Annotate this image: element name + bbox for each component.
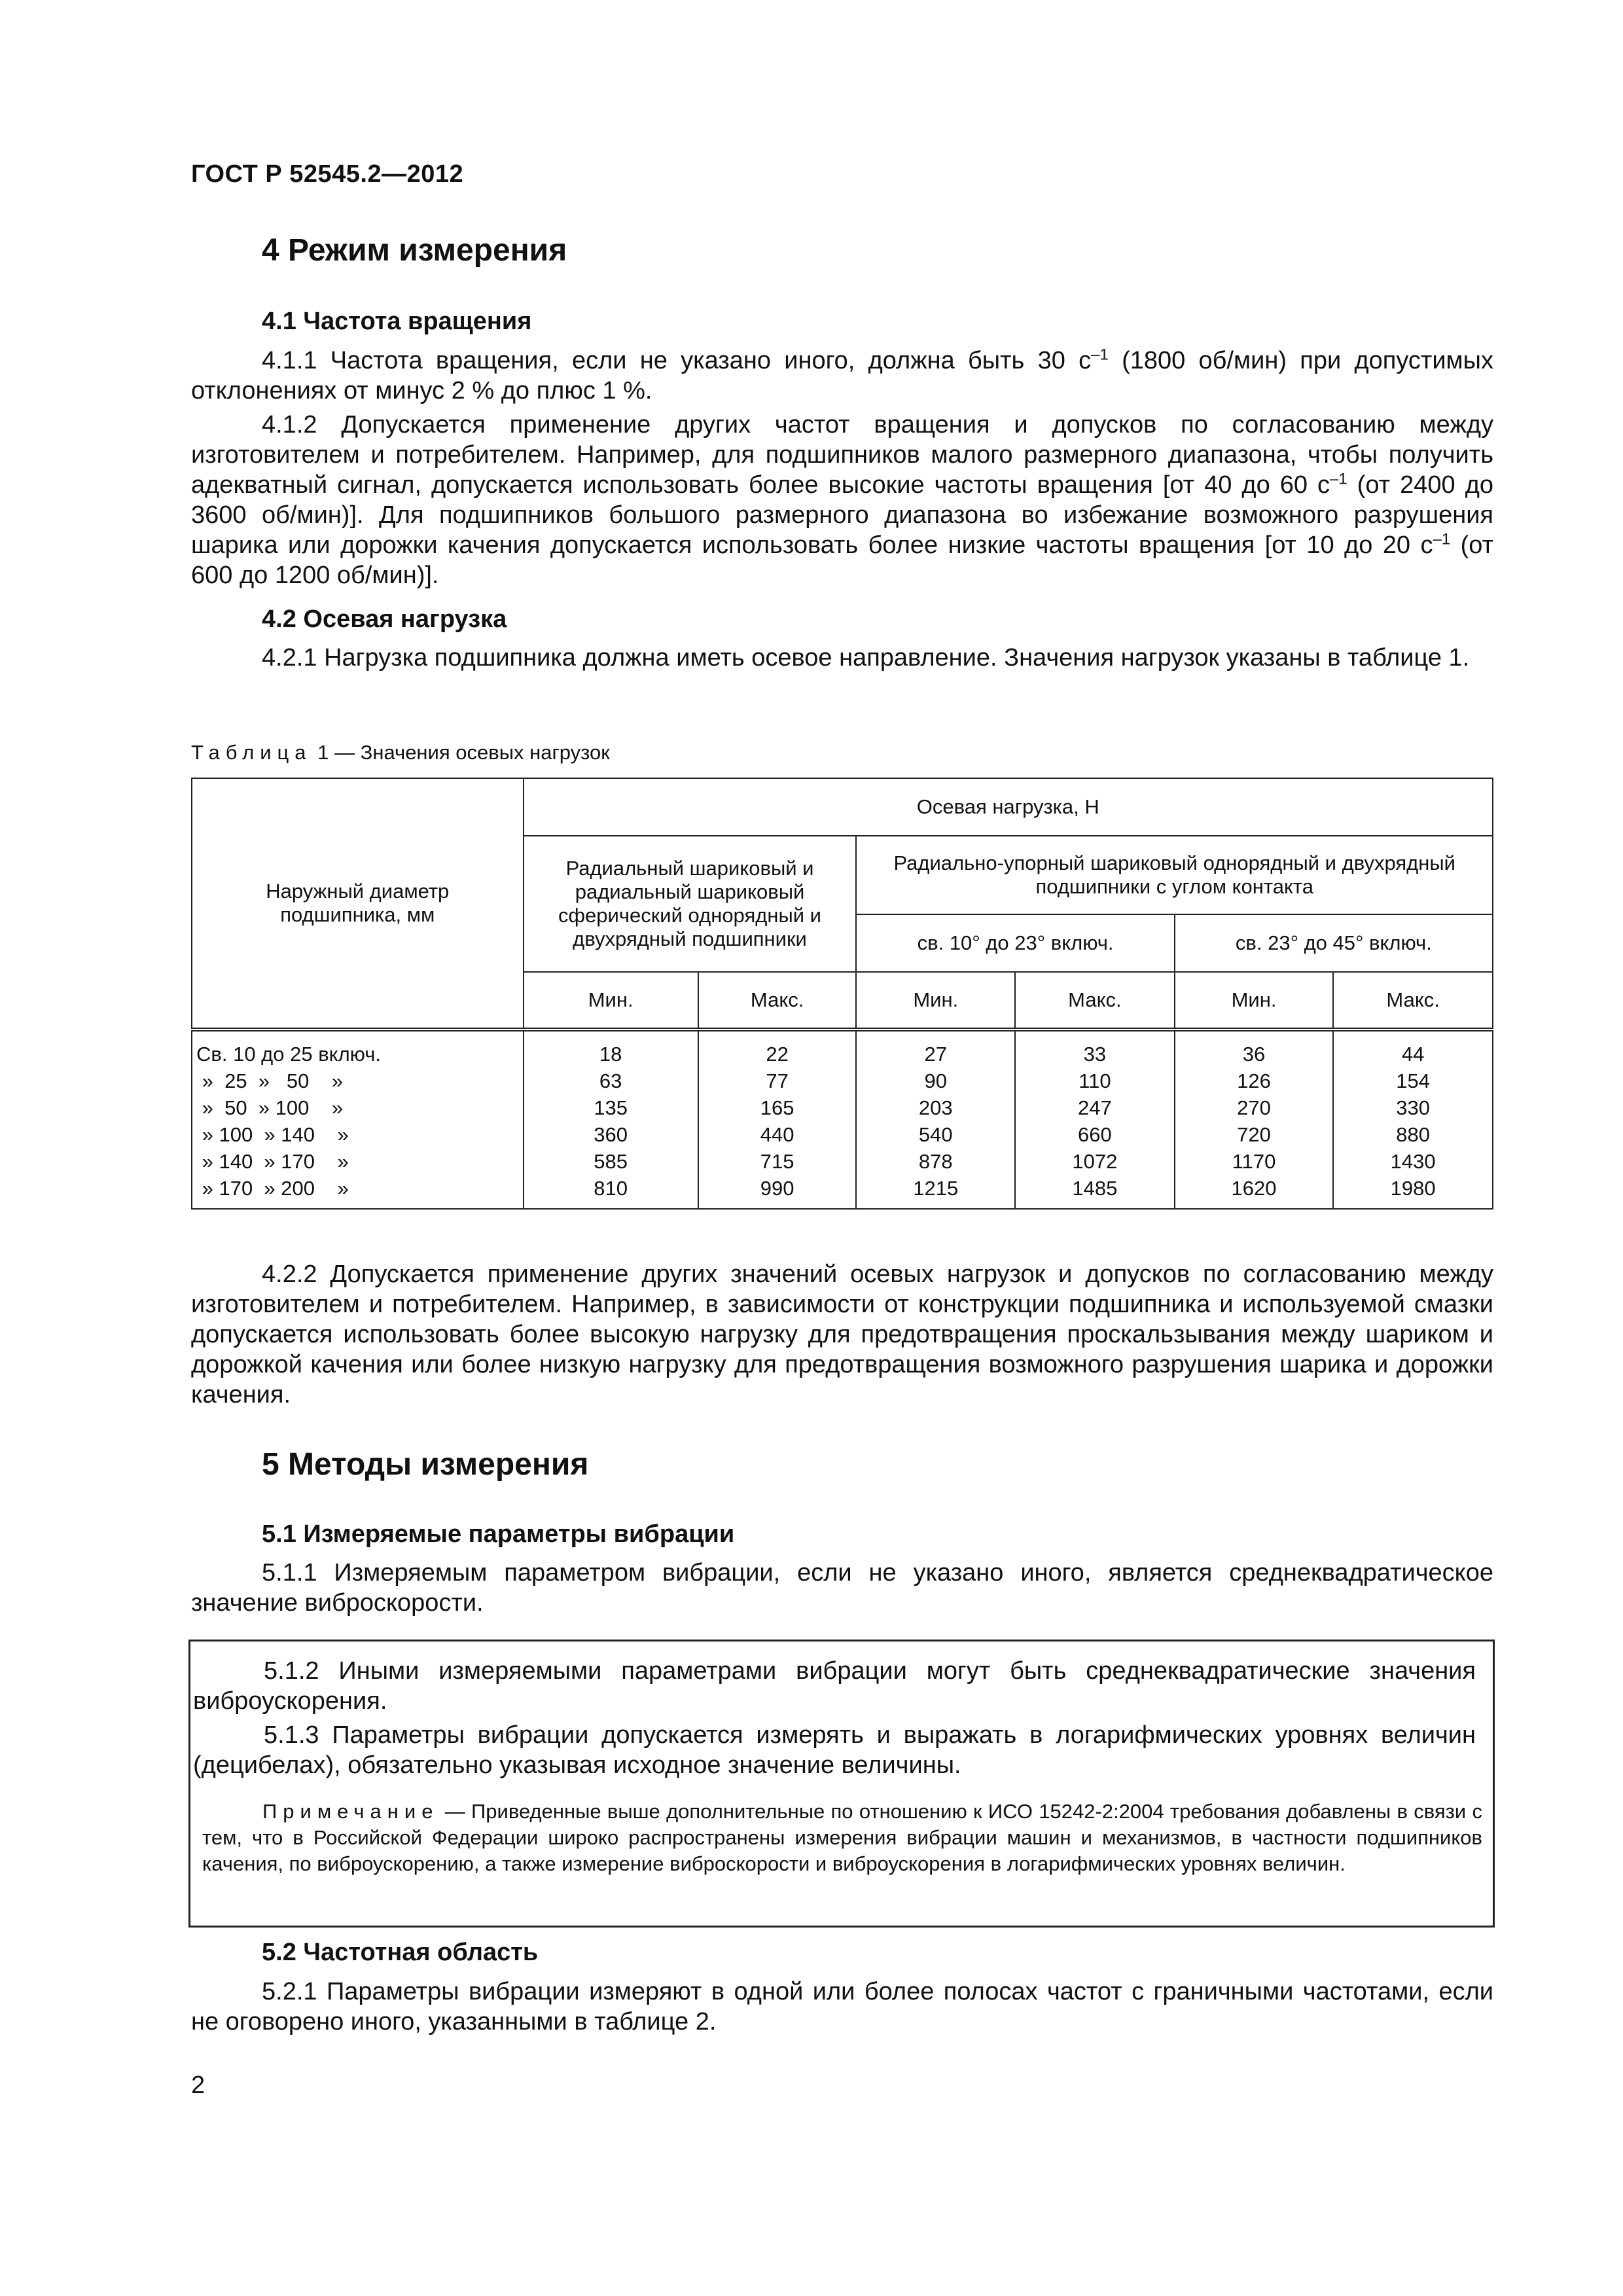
value-cell: 27 — [856, 1030, 1015, 1067]
min-header: Мин. — [1175, 972, 1334, 1030]
diameter-cell: » 25 » 50 » — [192, 1067, 524, 1094]
paragraph-4-2-1: 4.2.1 Нагрузка подшипника должна иметь осевое направление. Значения нагрузок указаны в таблице 1. — [262, 644, 1470, 672]
value-cell: 878 — [856, 1148, 1015, 1175]
value-cell: 715 — [698, 1148, 857, 1175]
value-cell: 360 — [524, 1121, 698, 1148]
angle-10-23-header: св. 10° до 23° включ. — [856, 914, 1174, 972]
diameter-cell: » 170 » 200 » — [192, 1175, 524, 1209]
value-cell: 810 — [524, 1175, 698, 1209]
diameter-cell: Св. 10 до 25 включ. — [192, 1030, 524, 1067]
value-cell: 33 — [1015, 1030, 1175, 1067]
table-row — [192, 1121, 1493, 1148]
paragraph-5-2-1: 5.2.1 Параметры вибрации измеряют в одной или более полосах частот с граничными частотами, если не оговорено иного, указанными в таблице 2. — [191, 1978, 1493, 2036]
value-cell: 18 — [524, 1030, 698, 1067]
value-cell: 660 — [1015, 1121, 1175, 1148]
standard-header: ГОСТ Р 52545.2—2012 — [191, 160, 464, 188]
table-row — [192, 1067, 1493, 1094]
paragraph-5-1-3: 5.1.3 Параметры вибрации допускается измерять и выражать в логарифмических уровнях величин (децибелах), обязательно указывая исходное значение величины. — [193, 1721, 1476, 1779]
value-cell: 1485 — [1015, 1175, 1175, 1209]
value-cell: 247 — [1015, 1094, 1175, 1121]
table-row — [192, 1030, 1493, 1067]
section-5-2-title: 5.2 Частотная область — [262, 1939, 539, 1966]
paragraph-5-1-2: 5.1.2 Иными измеряемыми параметрами вибрации могут быть среднеквадратические значения виброускорения. — [193, 1657, 1476, 1715]
value-cell: 1215 — [856, 1175, 1015, 1209]
section-5-title: 5 Методы измерения — [262, 1447, 589, 1482]
value-cell: 77 — [698, 1067, 857, 1094]
value-cell: 330 — [1333, 1094, 1493, 1121]
value-cell: 440 — [698, 1121, 857, 1148]
table-1-caption: Таблица 1 — Значения осевых нагрузок — [191, 741, 610, 764]
min-header: Мин. — [856, 972, 1015, 1030]
note: Примечание — Приведенные выше дополнительные по отношению к ИСО 15242-2:2004 требования добавлены в связи с тем, что в Российской Федерации широко распространены измерения вибрации машин и механизмов, в частности подшипников качения, по виброускорению, а также измерение виброскорости и виброускорения в логарифмических уровнях величин. — [202, 1800, 1482, 1875]
value-cell: 165 — [698, 1094, 857, 1121]
value-cell: 1620 — [1175, 1175, 1334, 1209]
value-cell: 1072 — [1015, 1148, 1175, 1175]
value-cell: 126 — [1175, 1067, 1334, 1094]
value-cell: 203 — [856, 1094, 1015, 1121]
max-header: Макс. — [1333, 972, 1493, 1030]
table-row — [192, 1175, 1493, 1209]
section-5-1-title: 5.1 Измеряемые параметры вибрации — [262, 1520, 735, 1548]
value-cell: 540 — [856, 1121, 1015, 1148]
table-row — [192, 1148, 1493, 1175]
diameter-header: Наружный диаметр подшипника, мм — [192, 778, 524, 1030]
axial-load-table — [191, 778, 1493, 1210]
value-cell: 1170 — [1175, 1148, 1334, 1175]
value-cell: 990 — [698, 1175, 857, 1209]
max-header: Макс. — [698, 972, 857, 1030]
angle-23-45-header: св. 23° до 45° включ. — [1175, 914, 1493, 972]
russian-addition-box — [188, 1640, 1495, 1928]
value-cell: 36 — [1175, 1030, 1334, 1067]
value-cell: 63 — [524, 1067, 698, 1094]
value-cell: 110 — [1015, 1067, 1175, 1094]
table-body — [192, 1030, 1493, 1209]
paragraph-4-1-1: 4.1.1 Частота вращения, если не указано иного, должна быть 30 $с^{-1}$ (1800 об/мин) при допустимых отклонениях от минус 2 % до плюс 1 %. — [191, 346, 1493, 404]
value-cell: 880 — [1333, 1121, 1493, 1148]
section-4-2-title: 4.2 Осевая нагрузка — [262, 605, 507, 633]
value-cell: 154 — [1333, 1067, 1493, 1094]
angular-bearing-header: Радиально-упорный шариковый однорядный и двухрядный подшипники с углом контакта — [856, 836, 1493, 914]
paragraph-4-2-2: 4.2.2 Допускается применение других значений осевых нагрузок и допусков по согласованию между изготовителем и потребителем. Например, в зависимости от конструкции подшипника и используемой смазки допускается использовать более высокую нагрузку для предотвращения проскальзывания между шариком и дорожкой качения или более низкую нагрузку для предотвращения возможного разрушения шарика и дорожки качения. — [191, 1261, 1493, 1408]
min-header: Мин. — [524, 972, 698, 1030]
value-cell: 270 — [1175, 1094, 1334, 1121]
max-header: Макс. — [1015, 972, 1175, 1030]
value-cell: 1430 — [1333, 1148, 1493, 1175]
diameter-cell: » 50 » 100 » — [192, 1094, 524, 1121]
section-4-title: 4 Режим измерения — [262, 233, 567, 268]
table-row — [192, 1094, 1493, 1121]
value-cell: 44 — [1333, 1030, 1493, 1067]
diameter-cell: » 100 » 140 » — [192, 1121, 524, 1148]
value-cell: 720 — [1175, 1121, 1334, 1148]
section-4-1-title: 4.1 Частота вращения — [262, 308, 532, 335]
paragraph-5-1-1: 5.1.1 Измеряемым параметром вибрации, если не указано иного, является среднеквадратическое значение виброскорости. — [191, 1559, 1493, 1617]
value-cell: 22 — [698, 1030, 857, 1067]
radial-bearing-header: Радиальный шариковый и радиальный шариковый сферический однорядный и двухрядный подшипники — [524, 836, 857, 972]
paragraph-4-1-2: 4.1.2 Допускается применение других частот вращения и допусков по согласованию между изготовителем и потребителем. Например, для подшипников малого размерного диапазона, чтобы получить адекватный сигнал, допускается использовать более высокие частоты вращения [от 40 до 60 $с^{-1}$ (от 2400 до 3600 об/мин)]. Для подшипников большого размерного диапазона во избежание возможного разрушения шарика или дорожки качения допускается использовать более низкие частоты вращения [от 10 до 20 $с^{-1}$ (от 600 до 1200 об/мин)]. — [191, 411, 1494, 589]
diameter-cell: » 140 » 170 » — [192, 1148, 524, 1175]
value-cell: 1980 — [1333, 1175, 1493, 1209]
value-cell: 135 — [524, 1094, 698, 1121]
value-cell: 90 — [856, 1067, 1015, 1094]
axial-load-header: Осевая нагрузка, Н — [524, 778, 1493, 836]
page-number: 2 — [191, 2072, 205, 2099]
value-cell: 585 — [524, 1148, 698, 1175]
